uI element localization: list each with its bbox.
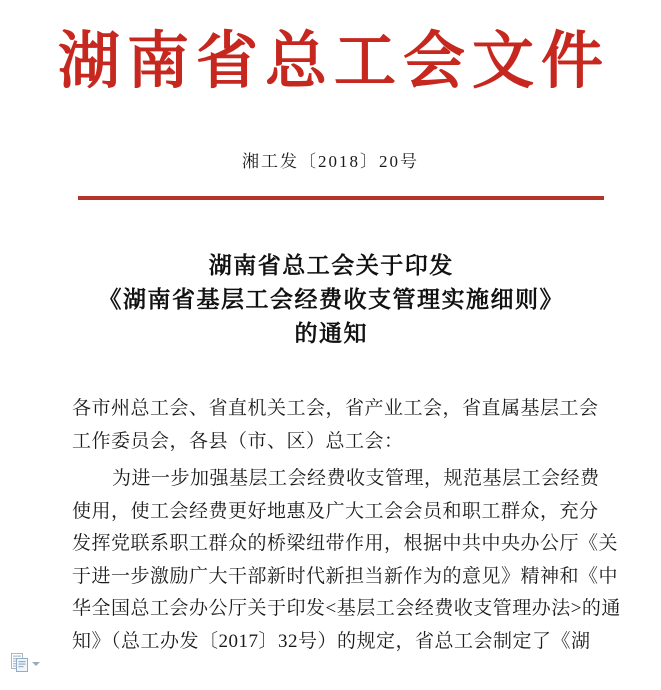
document-title-line-2: 《湖南省基层工会经费收支管理实施细则》 [98,286,564,312]
red-divider-rule [78,196,604,200]
document-title-block [0,248,661,350]
document-body [72,393,621,658]
body-paragraph-line: 发挥党联系职工群众的桥梁纽带作用，根据中共中央办公厅《关 [72,533,619,554]
document-title-line-3: 的通知 [294,320,368,346]
document-number: 湘工发〔2018〕20号 [242,152,419,171]
masthead-title: 湖南省总工会文件 [57,28,610,96]
paste-options-icon[interactable] [11,653,28,672]
body-paragraph-line: 华全国总工会办公厅关于印发<基层工会经费收支管理办法>的通 [72,598,621,619]
body-paragraph-line: 使用，使工会经费更好地惠及广大工会会员和职工群众，充分 [72,500,599,522]
addressee-line: 各市州总工会、省直机关工会，省产业工会，省直属基层工会 [72,398,599,419]
paste-options-widget[interactable] [11,653,40,672]
body-paragraph-line: 为进一步加强基层工会经费收支管理，规范基层工会经费 [112,468,600,489]
chevron-down-icon[interactable] [32,662,40,666]
masthead [0,22,661,102]
addressee-line: 工作委员会，各县（市、区）总工会： [72,430,404,452]
body-paragraph-line: 于进一步激励广大干部新时代新担当新作为的意见》精神和《中 [72,565,619,587]
document-title-line-1: 湖南省总工会关于印发 [208,252,454,278]
body-paragraph-line: 知》（总工办发〔2017〕32号）的规定，省总工会制定了《湖 [72,630,591,652]
